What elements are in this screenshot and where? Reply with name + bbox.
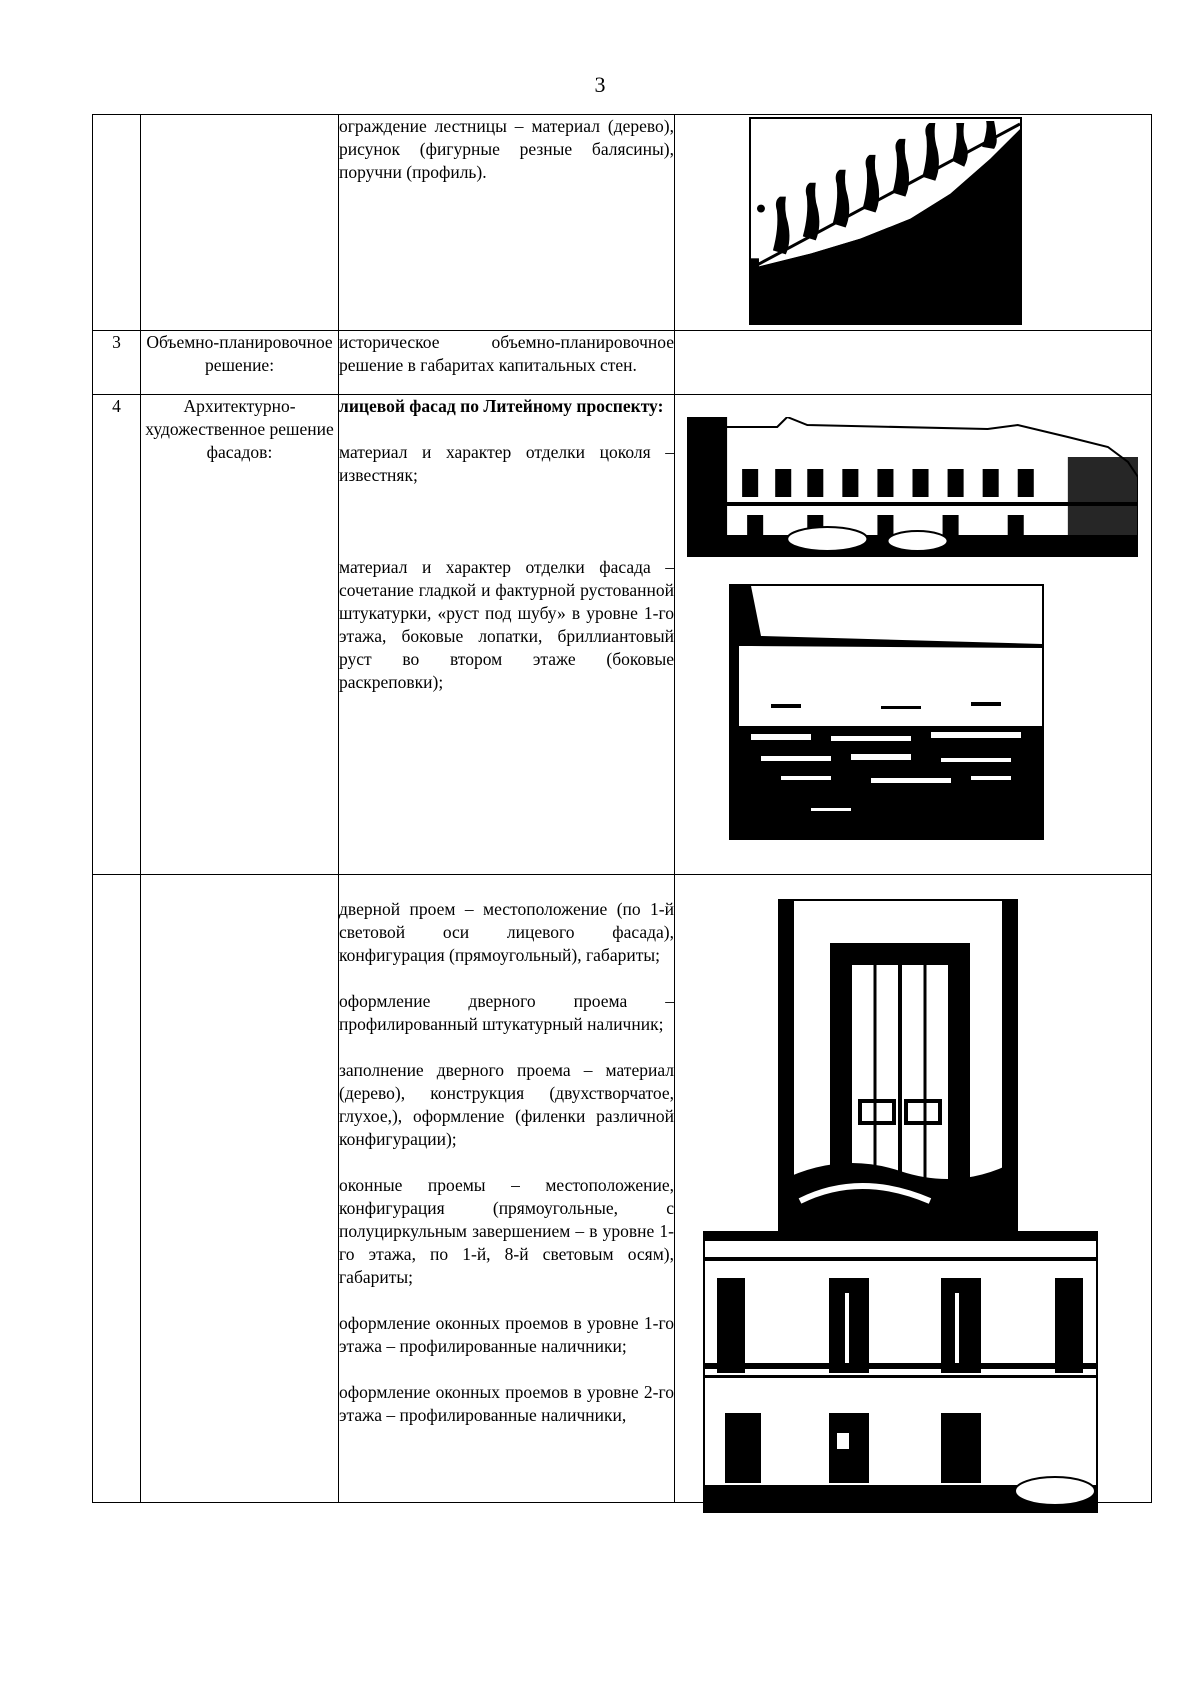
description-paragraph: оформление оконных проемов в уровне 2-го этажа – профилированные наличники, [339,1382,674,1425]
row-name-cell [141,115,339,331]
row-number-cell: 3 [93,331,141,395]
table-row [93,395,1152,875]
description-paragraph: оформление дверного проема – профилированный штукатурный наличник; [339,991,674,1034]
row-image-cell [675,115,1152,331]
row-number-cell: 4 [93,395,141,875]
row-image-cell [675,331,1152,395]
photo-staircase-railing [749,117,1022,325]
photo-plinth-texture [729,584,1044,840]
table-row [93,115,1152,331]
description-paragraph: ограждение лестницы – материал (дерево), рисунок (фигурные резные балясины), поручни (профиль). [339,116,674,182]
row-image-cell [675,395,1152,875]
row-number-cell [93,875,141,1503]
protection-subject-table [92,114,1152,1503]
photo-doorway [778,899,1018,1233]
row-name-cell [141,875,339,1503]
photo-front-facade [687,417,1138,557]
row-image-cell [675,875,1152,1503]
row-name-cell: Объемно-планировочное решение: [141,331,339,395]
description-paragraph: оконные проемы – местоположение, конфигурация (прямоугольные, с полуциркульным завершением – в уровне 1-го этажа, по 1-й, 8-й световым осям), габариты; [339,1175,674,1287]
row-number-cell [93,115,141,331]
description-paragraph: оформление оконных проемов в уровне 1-го этажа – профилированные наличники; [339,1313,674,1356]
photo-window-openings [703,1231,1098,1513]
row-description-cell [339,875,675,1503]
description-paragraph: материал и характер отделки цоколя – известняк; [339,442,674,485]
description-paragraph: лицевой фасад по Литейному проспекту: [339,396,664,416]
page-number: 3 [594,72,606,97]
description-paragraph: историческое объемно-планировочное решение в габаритах капитальных стен. [339,332,674,375]
description-paragraph: заполнение дверного проема – материал (дерево), конструкция (двухстворчатое, глухое,), оформление (филенки различной конфигурации); [339,1060,674,1149]
row-name-cell: Архитектурно-художественное решение фасадов: [141,395,339,875]
row-description-cell [339,115,675,331]
table-row [93,875,1152,1503]
row-description-cell [339,395,675,875]
description-paragraph: дверной проем – местоположение (по 1-й световой оси лицевого фасада), конфигурация (прямоугольный), габариты; [339,899,674,965]
description-paragraph: материал и характер отделки фасада – сочетание гладкой и фактурной рустованной штукатурки, «руст под шубу» в уровне 1-го этажа, боковые лопатки, бриллиантовый руст во втором этаже (боковые раскреповки); [339,557,674,692]
row-description-cell [339,331,675,395]
table-row [93,331,1152,395]
